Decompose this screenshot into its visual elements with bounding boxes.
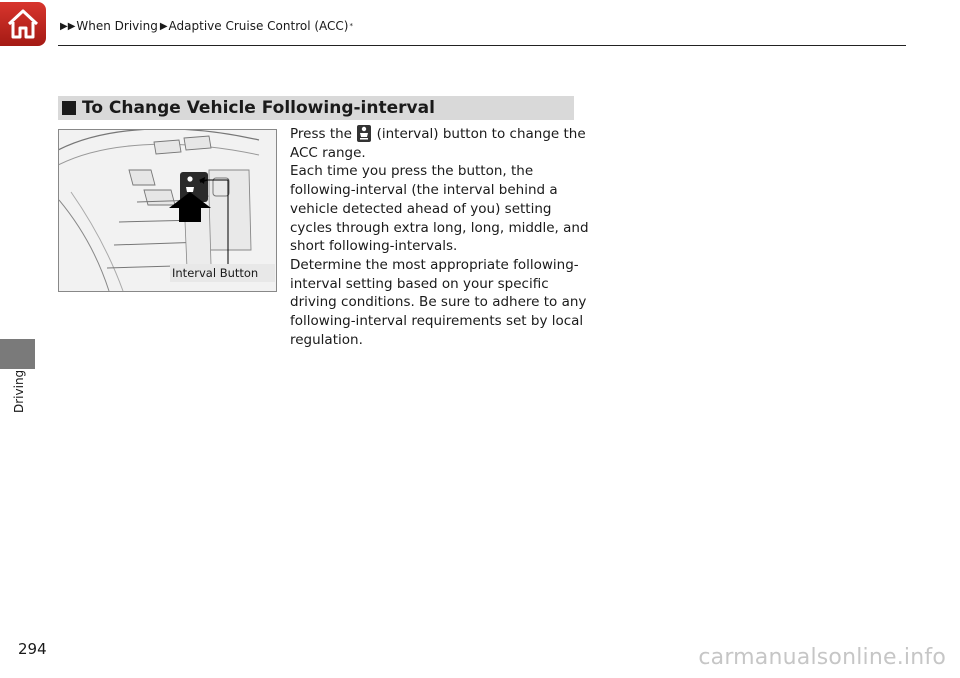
paragraph-text: (interval) button to change the ACC range. [290,126,586,161]
paragraph-advice: Determine the most appropriate following-interval setting based on your specific driving conditions. Be sure to adhere to any following-interval requirements set by local regulation. [290,256,587,348]
interval-icon [357,125,371,142]
steering-wheel-illustration [58,129,277,292]
chapter-tab[interactable] [0,339,35,369]
section-header [58,96,574,120]
footnote-mark: * [349,22,353,30]
square-bullet-icon [62,101,76,115]
breadcrumb-item-when-driving[interactable]: When Driving [76,19,158,33]
chapter-label: Driving [12,370,26,414]
interval-button-callout: Interval Button [170,264,275,282]
watermark: carmanualsonline.info [698,645,946,670]
paragraph-text: Press the [290,126,357,142]
breadcrumb-arrow-icon: ▶ [159,20,168,32]
home-icon [5,6,41,42]
section-title: To Change Vehicle Following-interval [82,98,435,118]
breadcrumb [60,19,353,33]
instruction-text [290,125,590,349]
paragraph-press-button [290,125,590,162]
home-button[interactable] [0,2,46,46]
page-number: 294 [18,640,47,658]
breadcrumb-item-acc[interactable]: Adaptive Cruise Control (ACC) [168,19,349,33]
paragraph-cycle: Each time you press the button, the following-interval (the interval behind a vehicle detected ahead of you) setting cycles through extra long, long, middle, and short following-intervals. [290,163,589,255]
breadcrumb-arrow-icon: ▶▶ [60,20,76,32]
header-divider [58,45,906,46]
